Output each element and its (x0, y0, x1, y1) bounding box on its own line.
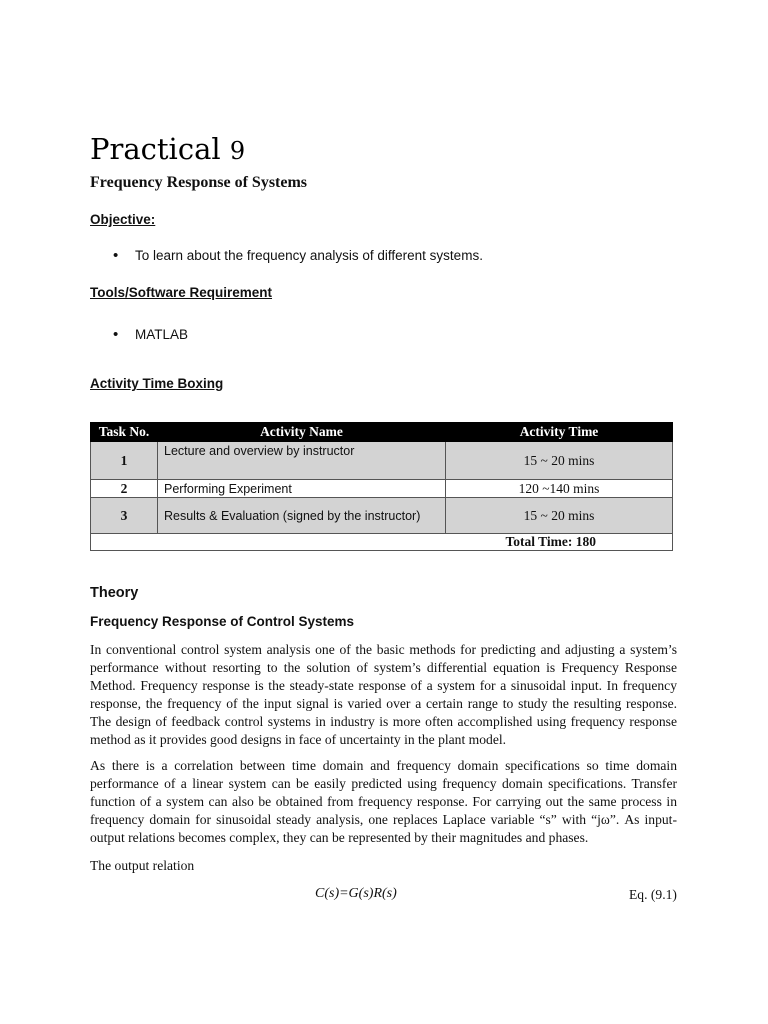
bullet-icon: • (113, 247, 119, 264)
table-total-row (91, 534, 673, 551)
table-row (91, 480, 673, 498)
theory-paragraph: In conventional control system analysis one of the basic methods for predicting and adjusting a system’s performance without resorting to the solution of system’s differential equation is Frequency Response Method. Frequency response is the steady-state response of a system for a sinusoidal input. In frequency response, the frequency of the input signal is varied over a certain range to study the resulting response. The design of feedback control systems in industry is more often accomplished using frequency response method as it provides good designs in face of uncertainty in the plant model. (90, 642, 677, 747)
output-relation-text: The output relation (90, 858, 195, 873)
task-number: 1 (91, 442, 158, 480)
total-time: Total Time: 180 (91, 534, 673, 551)
activity-name: Lecture and overview by instructor (158, 442, 446, 480)
equation: C(s)=G(s)R(s) (315, 886, 397, 901)
theory-heading: Theory (90, 585, 139, 601)
activity-time: 15 ~ 20 mins (446, 442, 673, 480)
table-header-row (91, 423, 673, 442)
equation-label: Eq. (9.1) (629, 887, 677, 902)
bullet-icon: • (113, 326, 119, 343)
column-header: Task No. (91, 423, 158, 442)
activity-time: 120 ~140 mins (446, 480, 673, 498)
objective-bullet-text: To learn about the frequency analysis of different systems. (135, 248, 483, 263)
task-number: 3 (91, 498, 158, 534)
activity-name: Performing Experiment (158, 480, 446, 498)
table-row (91, 498, 673, 534)
activity-name: Results & Evaluation (signed by the instructor) (158, 498, 446, 534)
theory-paragraph: As there is a correlation between time domain and frequency domain specifications so time domain performance of a linear system can be easily predicted using frequency domain specifications. Transfer function of a system can also be obtained from frequency response. For carrying out the same process in frequency domain for sinusoidal steady analysis, one replaces Laplace variable “s” with “jω”. As input-output relations becomes complex, they can be represented by their magnitudes and phases. (90, 758, 677, 845)
tools-bullet-text: MATLAB (135, 327, 189, 342)
title-number: 9 (229, 137, 246, 165)
table-row (91, 442, 673, 480)
task-number: 2 (91, 480, 158, 498)
column-header: Activity Time (446, 423, 673, 442)
page-subtitle: Frequency Response of Systems (90, 174, 308, 191)
page-title (90, 132, 245, 166)
tools-heading: Tools/Software Requirement (90, 285, 273, 300)
activity-heading: Activity Time Boxing (90, 376, 224, 391)
theory-subheading: Frequency Response of Control Systems (90, 614, 355, 629)
activity-table (90, 422, 673, 551)
objective-heading: Objective: (90, 212, 156, 227)
title-text: Practical (90, 132, 221, 166)
activity-time: 15 ~ 20 mins (446, 498, 673, 534)
column-header: Activity Name (158, 423, 446, 442)
